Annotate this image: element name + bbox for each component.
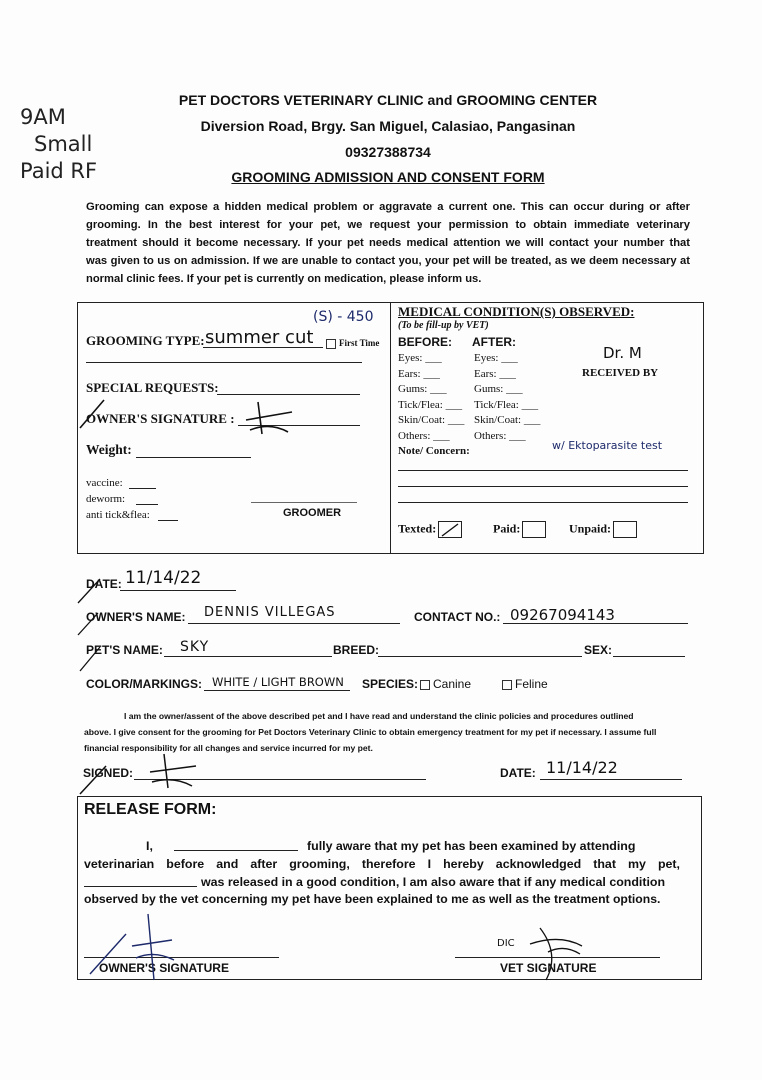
owner-name-value: DENNIS VILLEGAS	[204, 605, 336, 620]
date-line[interactable]	[120, 590, 236, 591]
first-time-checkbox[interactable]: First Time	[326, 338, 379, 349]
breed-label: BREED:	[333, 643, 380, 657]
intro-line: treatment should it become necessary. If your pet needs medical attention we will contact your number that	[86, 237, 690, 249]
check-mark-icon	[78, 398, 108, 432]
intro-line: was given to us on admission. If we are unable to contact you, your pet will be treated, as we deem necessary at	[86, 255, 690, 267]
medical-title: MEDICAL CONDITION(S) OBSERVED:	[398, 304, 635, 319]
special-requests-line[interactable]	[217, 394, 360, 395]
groomer-line[interactable]	[251, 502, 357, 503]
release-line-2: veterinarian before and after grooming, therefore I hereby acknowledged that my pet,	[84, 857, 680, 871]
owner-name-label: OWNER'S NAME:	[86, 610, 186, 624]
form-title: GROOMING ADMISSION AND CONSENT FORM	[231, 169, 545, 185]
intro-paragraph	[86, 198, 690, 288]
vet-sig-label: VET SIGNATURE	[500, 961, 597, 975]
date-value: 11/14/22	[125, 568, 202, 588]
consent-date-line[interactable]	[540, 779, 682, 780]
owner-signature-mark	[240, 400, 300, 440]
weight-label: Weight:	[86, 442, 132, 457]
after-row: Eyes: ___	[474, 352, 518, 364]
medical-subtitle: (To be fill-up by VET)	[398, 320, 489, 331]
clinic-phone: 09327388734	[345, 144, 431, 160]
consent-line: I am the owner/assent of the above described pet and I have read and understand the clinic policies and procedures outlined	[124, 711, 634, 721]
intro-line: Grooming can expose a hidden medical problem or aggravate a current one. This can occur during or after	[86, 201, 690, 213]
contact-line[interactable]	[503, 623, 688, 624]
release-line-4: observed by the vet concerning my pet have been explained to me as well as the treatment options.	[84, 892, 661, 906]
texted-box-icon[interactable]	[438, 521, 462, 538]
note-line[interactable]	[398, 470, 688, 471]
release-i-label: I,	[146, 839, 153, 853]
owner-name-line[interactable]	[188, 623, 400, 624]
intro-line: grooming. In the best interest for your pet, we request your permission to obtain immediate veterinary	[86, 219, 690, 231]
clinic-name: PET DOCTORS VETERINARY CLINIC and GROOMING CENTER	[178, 92, 598, 108]
consent-line: financial responsibility for all changes and service incurred for my pet.	[84, 743, 373, 753]
owner-release-signature	[88, 910, 188, 985]
canine-option[interactable]: Canine	[420, 677, 471, 691]
deworm-line[interactable]	[136, 504, 158, 505]
color-label: COLOR/MARKINGS:	[86, 677, 202, 691]
contact-value: 09267094143	[510, 606, 615, 624]
note-label: Note/ Concern:	[398, 445, 470, 457]
species-label: SPECIES:	[362, 677, 419, 691]
note-payment: Paid RF	[20, 159, 98, 183]
date-label: DATE:	[86, 577, 122, 591]
after-row: Others: ___	[474, 429, 526, 442]
after-row: Tick/Flea: ___	[474, 398, 539, 411]
before-row: Gums: ___	[398, 383, 447, 395]
after-label: AFTER:	[472, 335, 516, 349]
feline-box-icon[interactable]	[502, 680, 512, 690]
received-by-value: Dr. M	[603, 344, 642, 362]
pet-name-label: PET'S NAME:	[86, 643, 163, 657]
grooming-type-value: summer cut	[205, 327, 314, 348]
vet-signature-mark	[520, 924, 590, 984]
unpaid-checkbox[interactable]: Unpaid:	[569, 521, 637, 538]
before-row: Others: ___	[398, 429, 450, 442]
release-line-1: fully aware that my pet has been examined by attending	[307, 839, 636, 853]
special-requests-label: SPECIAL REQUESTS:	[86, 380, 219, 395]
after-row: Skin/Coat: ___	[474, 414, 541, 426]
note-value: w/ Ektoparasite test	[552, 439, 663, 452]
pet-name-value: SKY	[180, 639, 210, 655]
owner-sig-label: OWNER'S SIGNATURE	[99, 961, 229, 975]
box-divider	[390, 302, 391, 554]
release-pet-line[interactable]	[84, 886, 197, 887]
note-line[interactable]	[398, 486, 688, 487]
sex-label: SEX:	[584, 643, 613, 657]
paid-box-icon[interactable]	[522, 521, 546, 538]
consent-date-value: 11/14/22	[546, 758, 618, 777]
grooming-extra-line	[86, 362, 362, 363]
release-line-3: was released in a good condition, I am also aware that if any medical condition	[201, 875, 666, 889]
intro-line: normal clinic fees. If your pet is currently on medication, please inform us.	[86, 273, 482, 285]
release-title: RELEASE FORM:	[84, 801, 217, 818]
before-list	[398, 351, 464, 444]
deworm-label: deworm:	[86, 493, 126, 505]
after-row: Gums: ___	[474, 383, 523, 395]
signed-signature-mark	[76, 748, 206, 798]
color-line[interactable]	[204, 690, 350, 691]
note-line[interactable]	[398, 502, 688, 503]
groomer-label: GROOMER	[283, 507, 342, 519]
feline-option[interactable]: Feline	[502, 677, 548, 691]
vaccine-line[interactable]	[129, 488, 156, 489]
antitick-label: anti tick&flea:	[86, 509, 150, 521]
before-row: Tick/Flea: ___	[398, 398, 463, 411]
signed-label: SIGNED:	[83, 766, 134, 780]
release-name-line[interactable]	[174, 850, 298, 851]
sex-line[interactable]	[613, 656, 685, 657]
consent-line: above. I give consent for the grooming for Pet Doctors Veterinary Clinic to obtain emergency treatment for my pet if necessary. I assume full	[84, 727, 657, 737]
owner-signature-label: OWNER'S SIGNATURE :	[86, 411, 235, 426]
after-row: Ears: ___	[474, 367, 516, 380]
grooming-type-line	[203, 347, 323, 348]
weight-line[interactable]	[136, 457, 251, 458]
after-list	[474, 351, 540, 444]
canine-box-icon[interactable]	[420, 680, 430, 690]
note-size: Small	[34, 132, 93, 156]
first-time-box-icon[interactable]	[326, 339, 336, 349]
before-label: BEFORE:	[398, 335, 452, 349]
contact-label: CONTACT NO.:	[414, 610, 501, 624]
vet-sig-value: DIC	[497, 938, 515, 949]
unpaid-box-icon[interactable]	[613, 521, 637, 538]
paid-checkbox[interactable]: Paid:	[493, 521, 546, 538]
pet-name-line[interactable]	[164, 656, 332, 657]
before-row: Ears: ___	[398, 367, 440, 380]
breed-line[interactable]	[378, 656, 582, 657]
received-by-label: RECEIVED BY	[582, 367, 659, 379]
grooming-type-label: GROOMING TYPE:	[86, 333, 205, 348]
before-row: Skin/Coat: ___	[398, 414, 465, 426]
consent-date-label: DATE:	[500, 766, 536, 780]
before-row: Eyes: ___	[398, 352, 442, 364]
texted-checkbox[interactable]: Texted:	[398, 521, 462, 538]
note-time: 9AM	[20, 105, 66, 129]
vaccine-label: vaccine:	[86, 477, 123, 489]
grooming-price-note: (S) - 450	[313, 309, 374, 325]
antitick-line[interactable]	[158, 520, 178, 521]
details-check-marks	[76, 575, 106, 685]
color-value: WHITE / LIGHT BROWN	[212, 675, 344, 689]
clinic-address: Diversion Road, Brgy. San Miguel, Calasiao, Pangasinan	[200, 118, 576, 134]
